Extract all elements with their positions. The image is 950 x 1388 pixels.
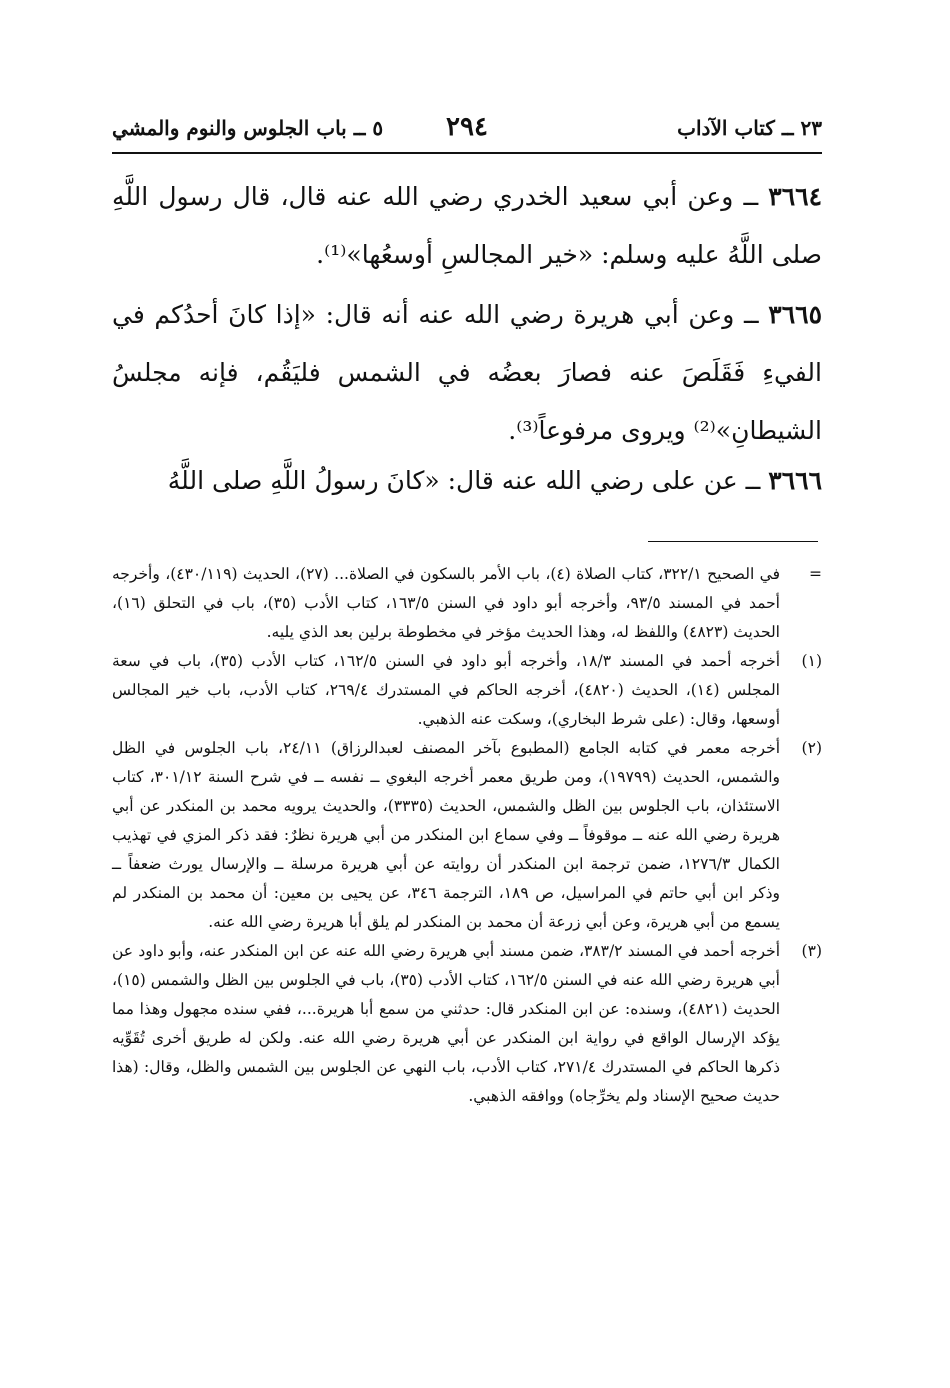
- footnote-continued: [112, 560, 822, 647]
- footnote-1: [112, 647, 822, 734]
- footnote-text: أخرجه أحمد في المسند ١٨/٣، وأخرجه أبو داود في السنن ١٦٢/٥، كتاب الأدب (٣٥)، باب في سعة المجلس (١٤)، الحديث (٤٨٢٠)، أخرجه الحاكم في المستدرك ٢٦٩/٤، كتاب الأدب، باب خير المجالس أوسعها، وقال: (على شرط البخاري)، وسكت عنه الذهبي.: [112, 652, 780, 728]
- hadith-number: ٣٦٦٦: [768, 466, 822, 495]
- header-book-title: ٢٣ ــ كتاب الآداب: [677, 116, 822, 140]
- hadith-3666: [112, 452, 822, 510]
- footnote-marker: (١): [801, 652, 822, 670]
- footnote-marker: (٢): [801, 739, 822, 757]
- footnote-separator: [648, 541, 818, 542]
- footnote-marker: =: [809, 565, 822, 583]
- footnote-2: [112, 734, 822, 937]
- header-rule: [112, 152, 822, 154]
- hadith-3664: [112, 168, 822, 284]
- footnote-text: أخرجه أحمد في المسند ٣٨٣/٢، ضمن مسند أبي هريرة رضي الله عنه عن ابن المنكدر عنه، وأبو داود عن أبي هريرة رضي الله عنه في السنن ١٦٢/٥، كتاب الأدب (٣٥)، باب في الجلوس بين الظل والشمس (١٥)، الحديث (٤٨٢١)، وسنده: عن ابن المنكدر قال: حدثني من سمع أبا هريرة...، ففي سنده مجهول وهذا مما يؤكد الإرسال الواقع في رواية ابن المنكدر عن أبي هريرة رضي الله عنه. ولكن له طريق أخرى تُقَوِّيه ذكرها الحاكم في المستدرك ٢٧١/٤، كتاب الأدب، باب النهي عن الجلوس بين الشمس والظل، وقال: (هذا حديث صحيح الإسناد ولم يخرِّجاه) ووافقه الذهبي.: [112, 942, 780, 1105]
- footnote-text: أخرجه معمر في كتابه الجامع (المطبوع بآخر المصنف لعبدالرزاق) ٢٤/١١، باب الجلوس في الظل والشمس، الحديث (١٩٧٩٩)، ومن طريق معمر أخرجه البغوي ــ نفسه ــ في شرح السنة ٣٠١/١٢، كتاب الاستئذان، باب الجلوس بين الظل والشمس، الحديث (٣٣٣٥)، والحديث يرويه محمد بن المنكدر عن أبي هريرة رضي الله عنه ــ موقوفاً ــ وفي سماع ابن المنكدر من أبي هريرة نظرٌ: فقد ذكر المزي في تهذيب الكمال ١٢٧٦/٣، ضمن ترجمة ابن المنكدر أن روايته عن أبي هريرة مرسلة ــ والإرسال يورث ضعفاً ــ وذكر ابن أبي حاتم في المراسيل، ص ١٨٩، الترجمة ٣٤٦، عن يحيى بن معين: أن محمد بن المنكدر لم يسمع من أبي هريرة، وعن أبي زرعة أن محمد بن المنكدر لم يلق أبا هريرة رضي الله عنه.: [112, 739, 781, 931]
- hadith-text: ــ وعن أبي سعيد الخدري رضي الله عنه قال، قال رسول اللَّهِ صلى اللَّهُ عليه وسلم: «خير المجالسِ أوسعُها»⁽¹⁾.: [112, 182, 822, 269]
- hadith-number: ٣٦٦٥: [768, 300, 822, 329]
- page-number: ٢٩٤: [446, 112, 488, 142]
- footnote-marker: (٣): [801, 942, 822, 960]
- hadith-3665: [112, 286, 822, 460]
- running-header: [112, 112, 822, 146]
- hadith-number: ٣٦٦٤: [768, 182, 822, 211]
- hadith-text: ــ وعن أبي هريرة رضي الله عنه أنه قال: «إذا كانَ أحدُكم في الفيءِ فَقَلَصَ عنه فصارَ بعضُه في الشمس فليَقُم، فإنه مجلسُ الشيطانِ»⁽²⁾ ويروى مرفوعاً⁽³⁾.: [112, 300, 822, 445]
- hadith-text: ــ عن على رضي الله عنه قال: «كانَ رسولُ اللَّهِ صلى اللَّهُ: [167, 466, 769, 495]
- footnote-text: في الصحيح ٣٢٢/١، كتاب الصلاة (٤)، باب الأمر بالسكون في الصلاة... (٢٧)، الحديث (٤٣٠/١١٩)، وأخرجه أحمد في المسند ٩٣/٥، وأخرجه أبو داود في السنن ١٦٣/٥، كتاب الأدب (٣٥)، باب في التحلق (١٦)، الحديث (٤٨٢٣) واللفظ له، وهذا الحديث مؤخر في مخطوطة برلين بعد الذي يليه.: [112, 565, 781, 641]
- footnotes: [112, 560, 822, 1111]
- footnote-3: [112, 937, 822, 1111]
- header-chapter-title: ٥ ــ باب الجلوس والنوم والمشي: [112, 116, 384, 140]
